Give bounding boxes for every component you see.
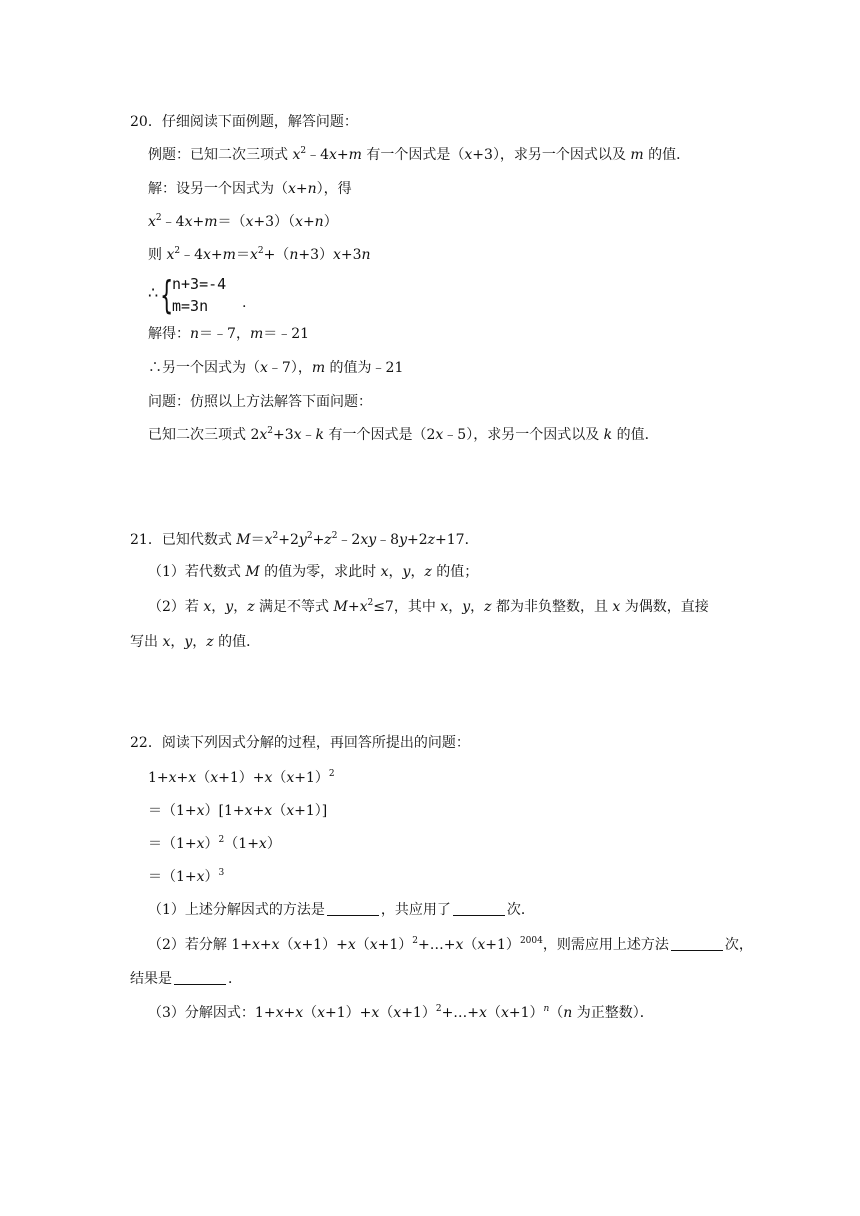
q20-problem-label: 问题：仿照以上方法解答下面问题： [148, 394, 372, 410]
q22-subquestion-2-cont: 结果是 ． [130, 971, 242, 987]
q20-solved: 解得：n＝﹣7，m＝﹣21 [148, 326, 310, 342]
q20-equation-1: $x^2﹣4x+m=(x+3)(x+n)$ [148, 213, 338, 230]
answer-blank[interactable] [327, 901, 379, 916]
q21-number: 21． [130, 532, 162, 548]
q20-example: 例题：已知二次三项式 $x^2﹣4x+m$ 有一个因式是（x+3），求另一个因式以及 m 的值． [148, 146, 691, 163]
answer-blank[interactable] [174, 970, 226, 985]
q22-heading [130, 733, 470, 753]
q20-conclusion: ∴另一个因式为（x﹣7），m 的值为﹣21 [148, 360, 404, 376]
answer-blank[interactable] [453, 901, 505, 916]
q20-solution-setup: 解：设另一个因式为（x+n），得 [148, 181, 352, 197]
q20-title: 仔细阅读下面例题，解答问题： [161, 114, 358, 130]
q21-subquestion-1: （1）若代数式 M 的值为零，求此时 x，y，z 的值； [148, 564, 479, 580]
q22-step-3: $=(1+x)^2(1+x)$ [148, 835, 281, 852]
q20-equation-system: ∴ { n+3=-4 m=3n . [148, 273, 247, 317]
therefore-symbol: ∴ [148, 283, 159, 302]
answer-blank[interactable] [671, 936, 723, 951]
q22-step-2: ＝（1+x）[1+x+x（x+1）] [148, 803, 328, 819]
left-brace: { [160, 273, 174, 317]
system-row-2: m=3n [172, 297, 209, 315]
q21-heading: 21．已知代数式 $M=x^2+2y^2+z^2﹣2xy﹣8y+2z+17$． [130, 531, 479, 548]
q20-number: 20． [130, 114, 162, 130]
q22-subquestion-3: （3）分解因式：$1+x+x(x+1)+x(x+1)^2+\dots+x(x+1)^n(n$ 为正整数）． [148, 1004, 654, 1021]
q22-subquestion-1: （1）上述分解因式的方法是 ，共应用了 次． [148, 902, 535, 918]
q21-subquestion-2-cont: 写出 x，y，z 的值． [130, 634, 261, 650]
q22-subquestion-2: （2）若分解 $1+x+x(x+1)+x(x+1)^2+\dots+x(x+1)^{2004}$，则需应用上述方法 次， [148, 936, 753, 953]
system-row-1: n+3=-4 [172, 275, 227, 293]
q21-subquestion-2: （2）若 x，y，z 满足不等式 $M+x^2\le 7$，其中 x，y，z 都为非负整数，且 x 为偶数，直接 [148, 598, 709, 615]
q20-equation-2: 则 $x^2﹣4x+m=x^2+(n+3)x+3n$ [148, 246, 371, 263]
q20-task: 已知二次三项式 $2x^2+3x﹣k$ 有一个因式是（2x﹣5），求另一个因式以及 k 的值． [148, 426, 659, 443]
q20-heading [130, 112, 358, 132]
q22-number: 22． [130, 735, 162, 751]
q22-step-1: $1+x+x(x+1)+x(x+1)^2$ [148, 769, 335, 786]
q22-title: 阅读下列因式分解的过程，再回答所提出的问题： [161, 735, 470, 751]
q22-step-4: $=(1+x)^3$ [148, 868, 225, 885]
